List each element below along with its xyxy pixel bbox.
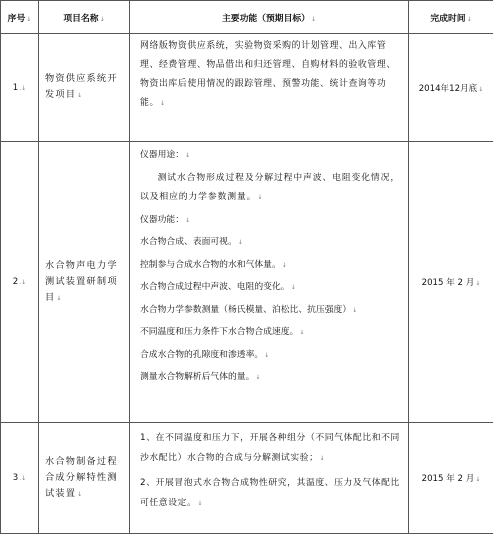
project-name: 水合物制备过程合成分解特性测试装置↓	[39, 423, 130, 534]
function-line: 水合物合成过程中声波、电阻的变化。↓	[140, 276, 404, 299]
function-line: 仪器功能：↓	[140, 209, 404, 232]
function-line: 仪器用途：↓	[140, 144, 404, 167]
function-item: 2、开展冒泡式水合物合成物性研究，其温度、压力及气体配比可任意设定。↓	[140, 474, 402, 513]
row-number: 1.↓	[1, 34, 39, 142]
function-line: 测量水合物解析后气体的量。↓	[140, 366, 404, 389]
table-row	[1, 423, 493, 534]
function-line: 水合物力学参数测量（杨氏模量、泊松比、抗压强度）↓	[140, 299, 404, 322]
function-line: 水合物合成、表面可视。↓	[140, 231, 404, 254]
function-paragraph: 测试水合物形成过程及分解过程中声波、电阻变化情况，以及相应的力学参数测量。↓	[140, 167, 404, 209]
completion-time: 2015 年 2 月↓	[409, 423, 493, 534]
project-function: 网络版物资供应系统，实验物资采购的计划管理、出入库管理、经费管理、物品借出和归还管理、自购材料的验收管理、物资出库后使用情况的跟踪管理、预警功能、统计查询等功能。↓	[130, 34, 409, 142]
project-name: 物资供应系统开发项目↓	[39, 34, 130, 142]
completion-time: 2014年12月底↓	[409, 34, 493, 142]
function-line: 不同温度和压力条件下水合物合成速度。↓	[140, 321, 404, 344]
header-func: 主要功能（预期目标）↓	[130, 1, 409, 34]
table-row	[1, 34, 493, 142]
row-number: 3.↓	[1, 423, 39, 534]
table-row	[1, 142, 493, 423]
completion-time: 2015 年 2 月↓	[409, 142, 493, 423]
header-no: 序号↓	[1, 1, 39, 34]
project-function	[130, 423, 409, 534]
function-item: 1、在不同温度和压力下，开展各种组分（不同气体配比和不同沙水配比）水合物的合成与分解测试实验；↓	[140, 429, 402, 468]
project-name: 水合物声电力学测试装置研制项目↓	[39, 142, 130, 423]
function-line: 控制参与合成水合物的水和气体量。↓	[140, 254, 404, 277]
table-header-row	[1, 1, 493, 34]
header-name: 项目名称↓	[39, 1, 130, 34]
row-number: 2.↓	[1, 142, 39, 423]
function-line: 合成水合物的孔隙度和渗透率。↓	[140, 344, 404, 367]
project-function	[130, 142, 409, 423]
header-time: 完成时间↓	[409, 1, 493, 34]
